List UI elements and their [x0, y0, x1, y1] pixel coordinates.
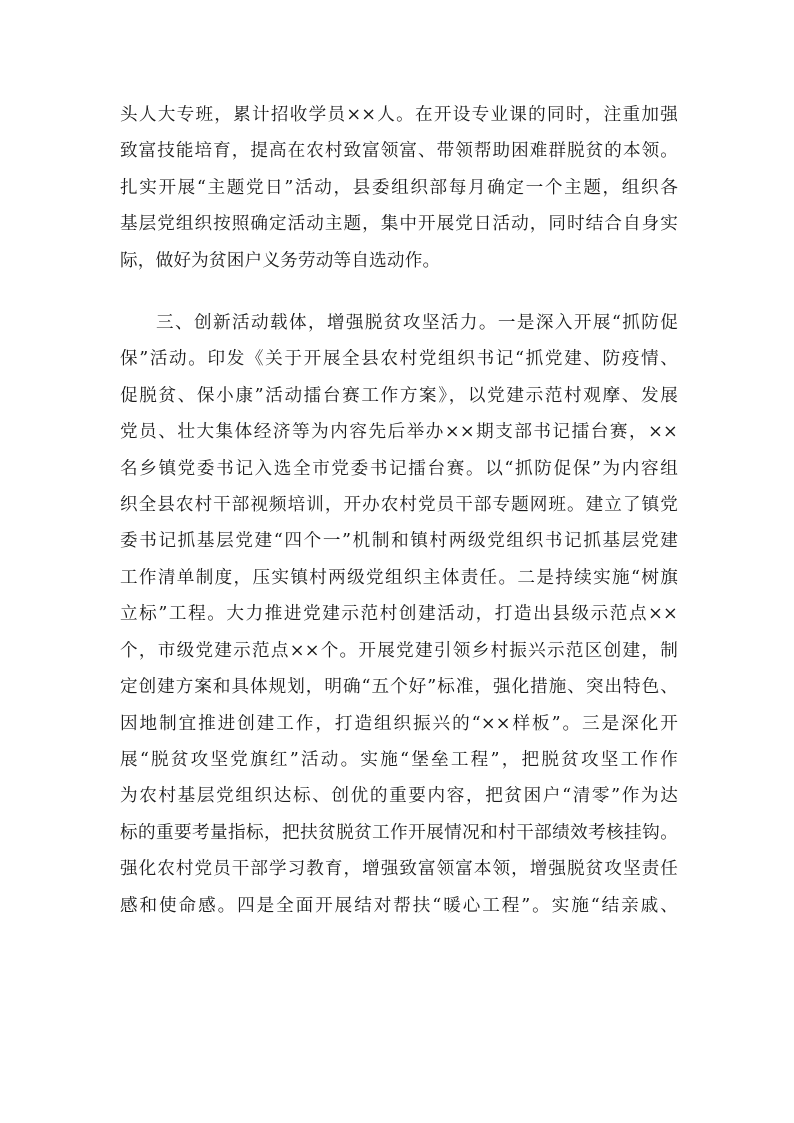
text-line: 立标”工程。大力推进党建示范村创建活动，打造出县级示范点×× [120, 604, 678, 625]
text-line: 际，做好为贫困户义务劳动等自选动作。 [120, 250, 441, 271]
text-line: 工作清单制度，压实镇村两级党组织主体责任。二是持续实施“树旗 [120, 567, 678, 588]
text-line: 促脱贫、保小康”活动擂台赛工作方案》，以党建示范村观摩、发展 [120, 385, 678, 406]
text-line: 致富技能培育，提高在农村致富领富、带领帮助困难群脱贫的本领。 [120, 141, 678, 162]
text-line: 标的重要考量指标，把扶贫脱贫工作开展情况和村干部绩效考核挂钩。 [120, 822, 678, 843]
paragraph-2 [120, 305, 678, 924]
text-line: 名乡镇党委书记入选全市党委书记擂台赛。以“抓防促保”为内容组 [120, 458, 678, 479]
text-line: 展“脱贫攻坚党旗红”活动。实施“堡垒工程”，把脱贫攻坚工作作 [120, 749, 678, 770]
text-line: 感和使命感。四是全面开展结对帮扶“暖心工程”。实施“结亲戚、 [120, 895, 678, 916]
text-line: 头人大专班，累计招收学员××人。在开设专业课的同时，注重加强 [120, 105, 678, 125]
paragraph-1 [120, 97, 678, 279]
text-line: 保”活动。印发《关于开展全县农村党组织书记“抓党建、防疫情、 [120, 349, 678, 370]
document-body [120, 97, 678, 924]
text-line: 党员、壮大集体经济等为内容先后举办××期支部书记擂台赛，×× [120, 422, 678, 443]
paragraph-spacer [120, 279, 678, 305]
text-line: 织全县农村干部视频培训，开办农村党员干部专题网班。建立了镇党 [120, 495, 678, 516]
text-line: 为农村基层党组织达标、创优的重要内容，把贫困户“清零”作为达 [120, 786, 678, 807]
text-line: 委书记抓基层党建“四个一”机制和镇村两级党组织书记抓基层党建 [120, 531, 678, 552]
text-line: 定创建方案和具体规划，明确“五个好”标准，强化措施、突出特色、 [120, 677, 678, 698]
text-line: 因地制宜推进创建工作，打造组织振兴的“××样板”。三是深化开 [120, 713, 678, 734]
text-line: 基层党组织按照确定活动主题，集中开展党日活动，同时结合自身实 [120, 214, 678, 235]
text-line: 扎实开展“主题党日”活动，县委组织部每月确定一个主题，组织各 [120, 177, 678, 198]
text-line: 个，市级党建示范点××个。开展党建引领乡村振兴示范区创建，制 [120, 640, 678, 661]
text-line: 强化农村党员干部学习教育，增强致富领富本领，增强脱贫攻坚责任 [120, 859, 678, 880]
text-line: 三、创新活动载体，增强脱贫攻坚活力。一是深入开展“抓防促 [156, 313, 678, 334]
